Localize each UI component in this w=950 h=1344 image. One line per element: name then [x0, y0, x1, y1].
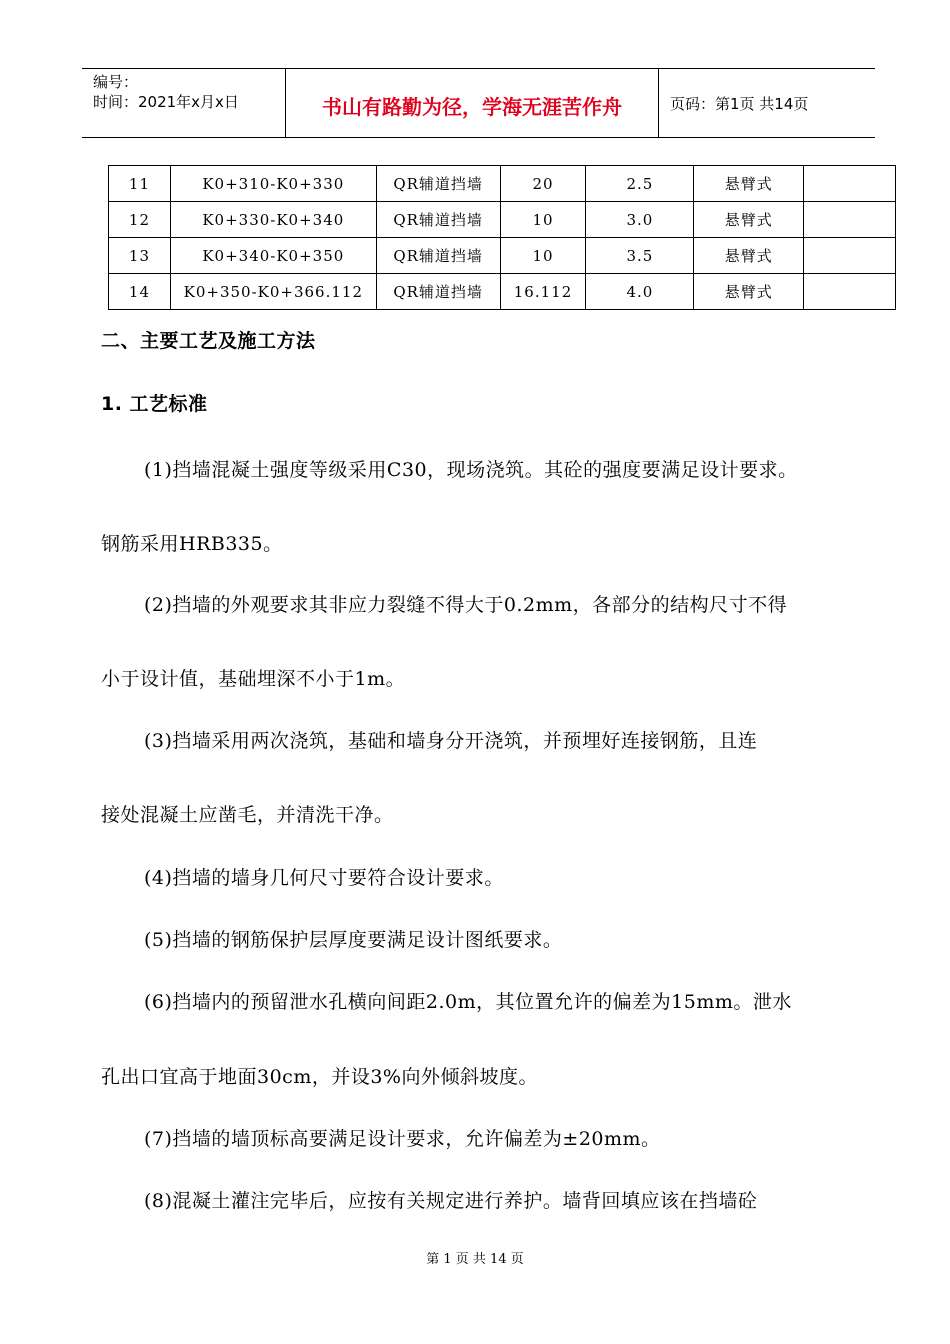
table-cell: 2.5	[586, 166, 694, 202]
table-cell: QR辅道挡墙	[376, 238, 500, 274]
table-cell: 11	[109, 166, 171, 202]
table-cell	[804, 274, 896, 310]
table-cell: K0+340-K0+350	[170, 238, 376, 274]
paragraph-line: (2)挡墙的外观要求其非应力裂缝不得大于0.2mm，各部分的结构尺寸不得	[144, 594, 788, 616]
paragraph-line: 孔出口宜高于地面30cm，并设3%向外倾斜坡度。	[101, 1066, 538, 1088]
paragraph-line: (8)混凝土灌注完毕后，应按有关规定进行养护。墙背回填应该在挡墙砼	[144, 1190, 758, 1212]
page-footer: 第 1 页 共 14 页	[426, 1252, 524, 1267]
table-cell: 16.112	[500, 274, 586, 310]
table-cell	[804, 238, 896, 274]
paragraph-line: 接处混凝土应凿毛，并清洗干净。	[101, 804, 394, 826]
paragraph-line: (6)挡墙内的预留泄水孔横向间距2.0m，其位置允许的偏差为15mm。泄水	[144, 991, 792, 1013]
table-cell: 3.0	[586, 202, 694, 238]
table-cell	[804, 202, 896, 238]
table-cell: 14	[109, 274, 171, 310]
table-cell: 12	[109, 202, 171, 238]
header-page-number: 页码：第1页 共14页	[670, 95, 809, 113]
paragraph-line: (7)挡墙的墙顶标高要满足设计要求，允许偏差为±20mm。	[144, 1128, 661, 1150]
table-cell: K0+330-K0+340	[170, 202, 376, 238]
table-row	[109, 202, 896, 238]
table-row	[109, 274, 896, 310]
table-cell: K0+350-K0+366.112	[170, 274, 376, 310]
paragraph-line: 小于设计值，基础埋深不小于1m。	[101, 668, 406, 690]
table-cell: QR辅道挡墙	[376, 274, 500, 310]
section-subtitle: 1. 工艺标准	[101, 393, 208, 415]
table-cell: 20	[500, 166, 586, 202]
header-page-cell	[659, 69, 875, 137]
table-cell: 悬臂式	[694, 238, 804, 274]
paragraph-line: (3)挡墙采用两次浇筑，基础和墙身分开浇筑，并预埋好连接钢筋，且连	[144, 730, 758, 752]
header-info-cell	[82, 69, 286, 137]
document-time-label: 时间：2021年x月x日	[93, 93, 239, 111]
page-header	[82, 68, 875, 138]
table-cell: 4.0	[586, 274, 694, 310]
section-title: 二、主要工艺及施工方法	[101, 330, 316, 352]
table-cell: 悬臂式	[694, 166, 804, 202]
paragraph-line: (4)挡墙的墙身几何尺寸要符合设计要求。	[144, 867, 504, 889]
table-cell: 13	[109, 238, 171, 274]
table-cell: QR辅道挡墙	[376, 202, 500, 238]
table-cell: 悬臂式	[694, 274, 804, 310]
paragraph-line: 钢筋采用HRB335。	[101, 533, 283, 555]
header-motto-cell	[286, 69, 659, 137]
table-cell: 3.5	[586, 238, 694, 274]
retaining-wall-table	[108, 165, 896, 310]
table-cell	[804, 166, 896, 202]
table-cell: K0+310-K0+330	[170, 166, 376, 202]
table-cell: 10	[500, 238, 586, 274]
table-cell: QR辅道挡墙	[376, 166, 500, 202]
header-motto: 书山有路勤为径，学海无涯苦作舟	[322, 95, 622, 119]
table-cell: 10	[500, 202, 586, 238]
table-row	[109, 238, 896, 274]
paragraph-line: (1)挡墙混凝土强度等级采用C30，现场浇筑。其砼的强度要满足设计要求。	[144, 459, 798, 481]
table-row	[109, 166, 896, 202]
document-number-label: 编号：	[93, 73, 139, 91]
paragraph-line: (5)挡墙的钢筋保护层厚度要满足设计图纸要求。	[144, 929, 563, 951]
table-cell: 悬臂式	[694, 202, 804, 238]
